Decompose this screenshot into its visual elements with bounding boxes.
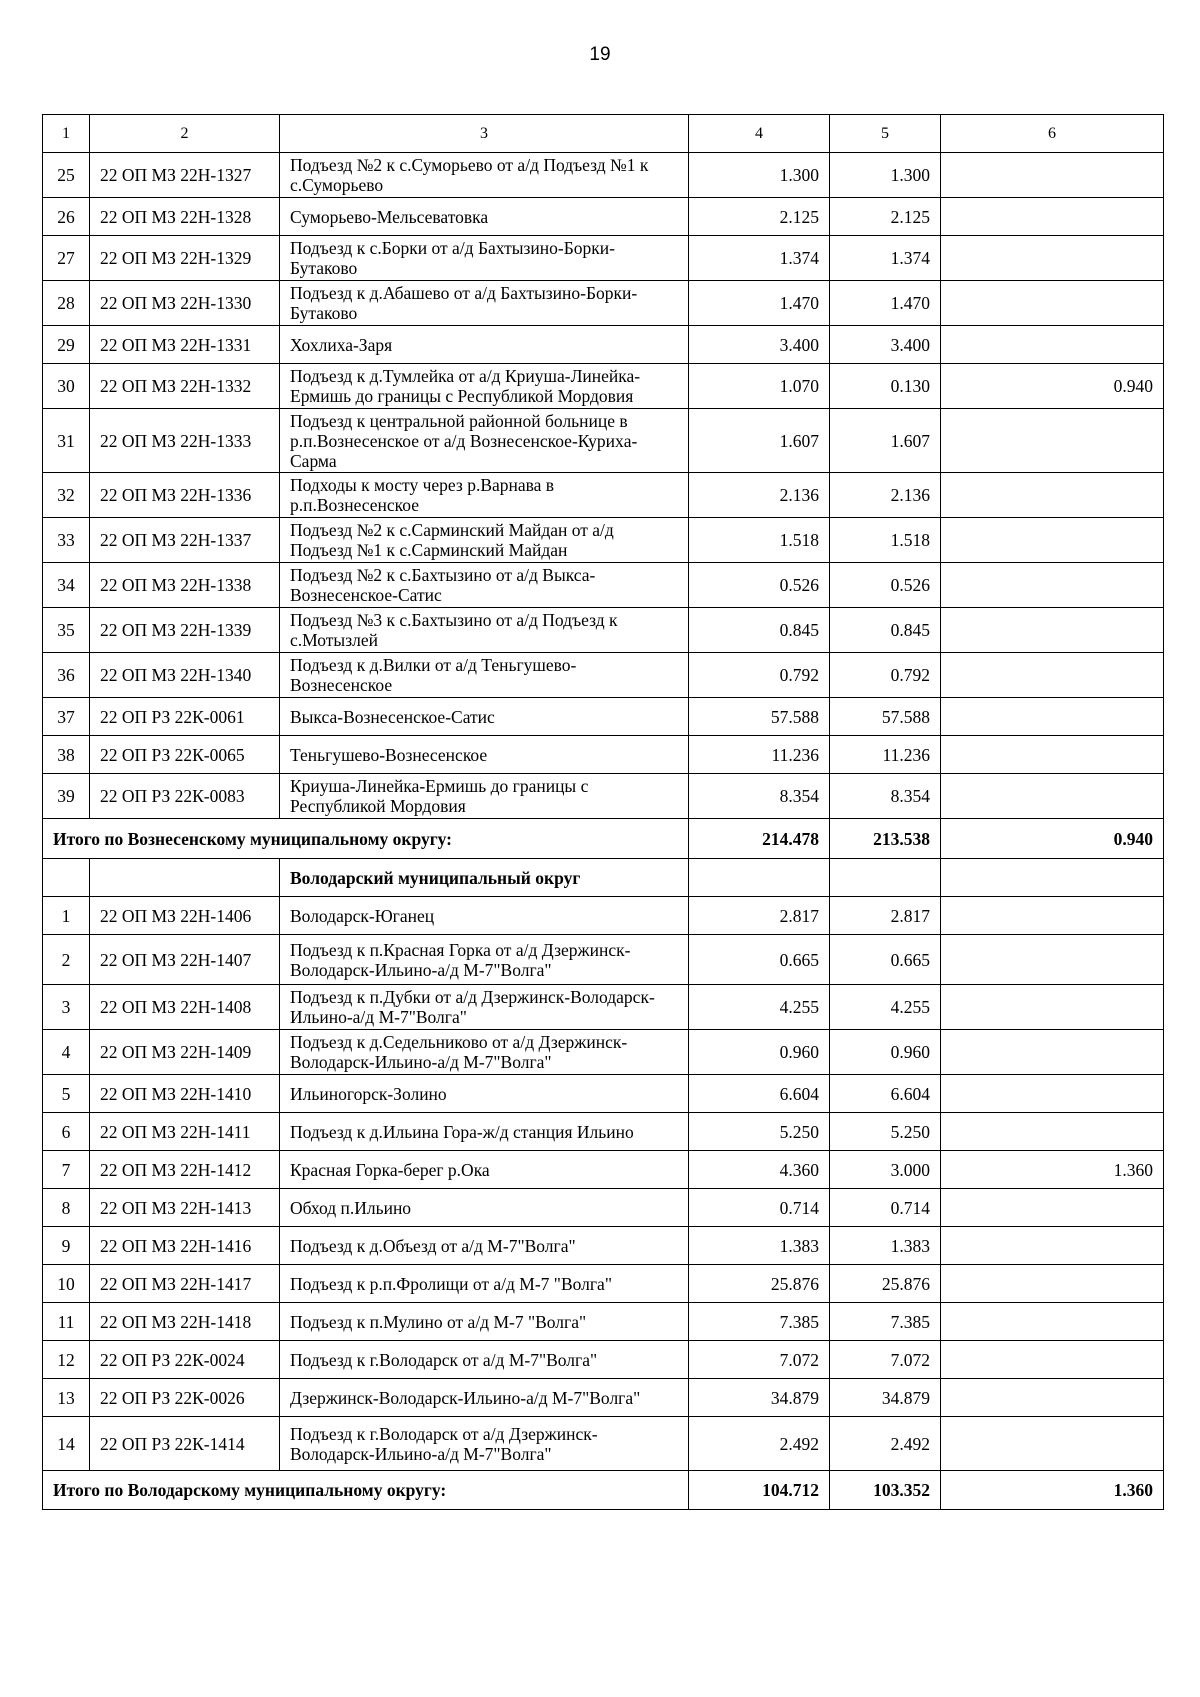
length-col6 [941,698,1164,736]
length-col6 [941,1303,1164,1341]
length-col6: 1.360 [941,1151,1164,1189]
header-cell: 1 [43,115,90,153]
length-col6 [941,236,1164,281]
table-row [43,935,1164,985]
row-number: 39 [43,774,90,819]
length-total: 1.470 [689,281,830,326]
road-code: 22 ОП МЗ 22Н-1413 [90,1189,280,1227]
road-code: 22 ОП МЗ 22Н-1418 [90,1303,280,1341]
length-col5: 11.236 [830,736,941,774]
table-row [43,1265,1164,1303]
row-number: 8 [43,1189,90,1227]
length-col6 [941,736,1164,774]
table-row [43,698,1164,736]
road-code: 22 ОП МЗ 22Н-1410 [90,1075,280,1113]
road-code: 22 ОП РЗ 22К-0024 [90,1341,280,1379]
row-number: 28 [43,281,90,326]
row-number: 9 [43,1227,90,1265]
total-length: 104.712 [689,1471,830,1510]
row-number: 33 [43,518,90,563]
road-code: 22 ОП МЗ 22Н-1411 [90,1113,280,1151]
table-row [43,281,1164,326]
length-col6 [941,1227,1164,1265]
road-name: Ильиногорск-Золино [280,1075,689,1113]
road-name: Подъезд к р.п.Фролищи от а/д М-7 "Волга" [280,1265,689,1303]
road-code: 22 ОП РЗ 22К-1414 [90,1417,280,1471]
road-code: 22 ОП МЗ 22Н-1332 [90,364,280,409]
length-col6 [941,935,1164,985]
road-name: Суморьево-Мельсеватовка [280,198,689,236]
road-name: Подъезд к г.Володарск от а/д М-7"Волга" [280,1341,689,1379]
road-code: 22 ОП МЗ 22Н-1409 [90,1030,280,1075]
road-code: 22 ОП МЗ 22Н-1406 [90,897,280,935]
table-row [43,563,1164,608]
length-col6 [941,985,1164,1030]
total-col5: 213.538 [830,819,941,859]
road-name: Красная Горка-берег р.Ока [280,1151,689,1189]
table-row [43,153,1164,198]
table-row [43,473,1164,518]
length-col6 [941,1417,1164,1471]
table-row [43,518,1164,563]
row-number: 11 [43,1303,90,1341]
length-col6 [941,774,1164,819]
length-col5: 0.665 [830,935,941,985]
row-number: 2 [43,935,90,985]
total-label: Итого по Вознесенскому муниципальному округу: [43,819,689,859]
table-row [43,897,1164,935]
length-col6 [941,1075,1164,1113]
header-cell: 4 [689,115,830,153]
total-col5: 103.352 [830,1471,941,1510]
length-col6 [941,563,1164,608]
row-number: 3 [43,985,90,1030]
total-col6: 1.360 [941,1471,1164,1510]
road-code: 22 ОП МЗ 22Н-1340 [90,653,280,698]
road-name: Подъезд к п.Мулино от а/д М-7 "Волга" [280,1303,689,1341]
table-row [43,1303,1164,1341]
header-cell: 5 [830,115,941,153]
empty-cell [90,859,280,897]
row-number: 13 [43,1379,90,1417]
row-number: 10 [43,1265,90,1303]
length-col5: 2.125 [830,198,941,236]
road-code: 22 ОП МЗ 22Н-1337 [90,518,280,563]
table-row [43,985,1164,1030]
total-row [43,1471,1164,1510]
table-row [43,236,1164,281]
row-number: 14 [43,1417,90,1471]
total-row [43,819,1164,859]
road-name: Подъезд к центральной районной больнице в р.п.Вознесенское от а/д Вознесенское-Курихa-Сарма [280,409,689,473]
table-row [43,326,1164,364]
length-col6: 0.940 [941,364,1164,409]
empty-cell [43,859,90,897]
road-name: Подходы к мосту через р.Варнава в р.п.Вознесенское [280,473,689,518]
road-name: Подъезд к д.Седельниково от а/д Дзержинск-Володарск-Ильино-а/д М-7"Волга" [280,1030,689,1075]
length-total: 0.714 [689,1189,830,1227]
table-row [43,1341,1164,1379]
length-col5: 1.518 [830,518,941,563]
road-name: Подъезд №3 к с.Бахтызино от а/д Подъезд к с.Мотызлей [280,608,689,653]
length-total: 7.385 [689,1303,830,1341]
length-col6 [941,473,1164,518]
length-total: 5.250 [689,1113,830,1151]
row-number: 27 [43,236,90,281]
table-row [43,198,1164,236]
road-code: 22 ОП РЗ 22К-0083 [90,774,280,819]
total-length: 214.478 [689,819,830,859]
road-name: Володарск-Юганец [280,897,689,935]
road-code: 22 ОП МЗ 22Н-1408 [90,985,280,1030]
row-number: 31 [43,409,90,473]
table-row [43,736,1164,774]
road-name: Подъезд к п.Дубки от а/д Дзержинск-Володарск-Ильино-а/д М-7"Волга" [280,985,689,1030]
table-row [43,1189,1164,1227]
length-total: 1.374 [689,236,830,281]
road-code: 22 ОП МЗ 22Н-1329 [90,236,280,281]
length-col5: 1.374 [830,236,941,281]
section-title: Володарский муниципальный округ [280,859,689,897]
length-col6 [941,1113,1164,1151]
length-col5: 1.383 [830,1227,941,1265]
length-col6 [941,153,1164,198]
row-number: 29 [43,326,90,364]
road-name: Подъезд к д.Абашево от а/д Бахтызино-Борки-Бутаково [280,281,689,326]
table-row [43,1030,1164,1075]
road-name: Подъезд №2 к с.Сарминский Майдан от а/д Подъезд №1 к с.Сарминский Майдан [280,518,689,563]
total-label: Итого по Володарскому муниципальному округу: [43,1471,689,1510]
length-col5: 7.385 [830,1303,941,1341]
empty-cell [941,859,1164,897]
length-col6 [941,198,1164,236]
length-total: 57.588 [689,698,830,736]
road-name: Подъезд к д.Ильина Гора-ж/д станция Ильино [280,1113,689,1151]
length-col5: 0.960 [830,1030,941,1075]
section-header-row [43,859,1164,897]
row-number: 1 [43,897,90,935]
road-code: 22 ОП МЗ 22Н-1417 [90,1265,280,1303]
row-number: 5 [43,1075,90,1113]
length-total: 4.255 [689,985,830,1030]
table-row [43,653,1164,698]
length-total: 1.383 [689,1227,830,1265]
length-total: 2.492 [689,1417,830,1471]
road-name: Подъезд к д.Тумлейка от а/д Криуша-Линейка-Ермишь до границы с Республикой Мордовия [280,364,689,409]
row-number: 6 [43,1113,90,1151]
length-total: 8.354 [689,774,830,819]
length-col5: 0.792 [830,653,941,698]
length-col6 [941,608,1164,653]
table-row [43,1113,1164,1151]
length-col6 [941,518,1164,563]
road-name: Дзержинск-Володарск-Ильино-а/д М-7"Волга" [280,1379,689,1417]
length-col6 [941,1265,1164,1303]
length-total: 11.236 [689,736,830,774]
length-col5: 0.526 [830,563,941,608]
length-total: 0.792 [689,653,830,698]
length-total: 1.070 [689,364,830,409]
length-col6 [941,326,1164,364]
length-col6 [941,281,1164,326]
length-col5: 1.607 [830,409,941,473]
row-number: 37 [43,698,90,736]
length-col5: 3.400 [830,326,941,364]
length-total: 2.817 [689,897,830,935]
length-total: 1.607 [689,409,830,473]
length-total: 0.526 [689,563,830,608]
length-col5: 2.136 [830,473,941,518]
length-total: 1.518 [689,518,830,563]
length-total: 6.604 [689,1075,830,1113]
road-name: Хохлиха-Заря [280,326,689,364]
header-cell: 6 [941,115,1164,153]
road-code: 22 ОП МЗ 22Н-1416 [90,1227,280,1265]
road-name: Обход п.Ильино [280,1189,689,1227]
header-row [43,115,1164,153]
road-name: Выкса-Вознесенское-Сатис [280,698,689,736]
road-code: 22 ОП МЗ 22Н-1339 [90,608,280,653]
table-row [43,608,1164,653]
empty-cell [689,859,830,897]
road-name: Подъезд к с.Борки от а/д Бахтызино-Борки-Бутаково [280,236,689,281]
length-col6 [941,653,1164,698]
length-col5: 1.470 [830,281,941,326]
length-col5: 1.300 [830,153,941,198]
length-col5: 6.604 [830,1075,941,1113]
row-number: 12 [43,1341,90,1379]
roads-table [42,114,1164,1510]
length-col5: 3.000 [830,1151,941,1189]
road-code: 22 ОП РЗ 22К-0065 [90,736,280,774]
length-col5: 34.879 [830,1379,941,1417]
road-name: Подъезд к д.Объезд от а/д М-7"Волга" [280,1227,689,1265]
length-col6 [941,1189,1164,1227]
table-row [43,1417,1164,1471]
length-total: 7.072 [689,1341,830,1379]
row-number: 34 [43,563,90,608]
road-name: Подъезд №2 к с.Бахтызино от а/д Выкса-Вознесенское-Сатис [280,563,689,608]
road-name: Криуша-Линейка-Ермишь до границы с Республикой Мордовия [280,774,689,819]
row-number: 26 [43,198,90,236]
length-col6 [941,1341,1164,1379]
length-col5: 7.072 [830,1341,941,1379]
road-code: 22 ОП МЗ 22Н-1336 [90,473,280,518]
length-total: 2.136 [689,473,830,518]
length-col5: 8.354 [830,774,941,819]
length-col5: 2.817 [830,897,941,935]
road-code: 22 ОП РЗ 22К-0026 [90,1379,280,1417]
table-row [43,1151,1164,1189]
road-name: Подъезд к д.Вилки от а/д Теньгушево-Вознесенское [280,653,689,698]
table-row [43,1379,1164,1417]
length-col6 [941,897,1164,935]
road-name: Подъезд №2 к с.Суморьево от а/д Подъезд №1 к с.Суморьево [280,153,689,198]
length-total: 0.665 [689,935,830,985]
length-col6 [941,1379,1164,1417]
road-name: Теньгушево-Вознесенское [280,736,689,774]
empty-cell [830,859,941,897]
road-code: 22 ОП РЗ 22К-0061 [90,698,280,736]
road-name: Подъезд к г.Володарск от а/д Дзержинск-Володарск-Ильино-а/д М-7"Волга" [280,1417,689,1471]
length-col6 [941,409,1164,473]
length-col5: 0.714 [830,1189,941,1227]
table-body [43,115,1164,1510]
row-number: 30 [43,364,90,409]
header-cell: 2 [90,115,280,153]
row-number: 36 [43,653,90,698]
length-total: 0.960 [689,1030,830,1075]
length-total: 4.360 [689,1151,830,1189]
table-row [43,774,1164,819]
row-number: 4 [43,1030,90,1075]
road-code: 22 ОП МЗ 22Н-1407 [90,935,280,985]
length-col5: 0.845 [830,608,941,653]
table-row [43,364,1164,409]
road-code: 22 ОП МЗ 22Н-1412 [90,1151,280,1189]
length-col5: 0.130 [830,364,941,409]
length-col5: 5.250 [830,1113,941,1151]
road-name: Подъезд к п.Красная Горка от а/д Дзержинск-Володарск-Ильино-а/д М-7"Волга" [280,935,689,985]
total-col6: 0.940 [941,819,1164,859]
road-code: 22 ОП МЗ 22Н-1330 [90,281,280,326]
road-code: 22 ОП МЗ 22Н-1331 [90,326,280,364]
row-number: 35 [43,608,90,653]
length-total: 25.876 [689,1265,830,1303]
length-col6 [941,1030,1164,1075]
road-code: 22 ОП МЗ 22Н-1338 [90,563,280,608]
length-col5: 4.255 [830,985,941,1030]
length-total: 34.879 [689,1379,830,1417]
header-cell: 3 [280,115,689,153]
length-total: 0.845 [689,608,830,653]
table-row [43,1075,1164,1113]
row-number: 7 [43,1151,90,1189]
length-col5: 25.876 [830,1265,941,1303]
length-total: 3.400 [689,326,830,364]
table-row [43,409,1164,473]
row-number: 38 [43,736,90,774]
length-total: 1.300 [689,153,830,198]
road-code: 22 ОП МЗ 22Н-1328 [90,198,280,236]
length-col5: 2.492 [830,1417,941,1471]
road-code: 22 ОП МЗ 22Н-1327 [90,153,280,198]
page-number: 19 [589,44,611,65]
row-number: 25 [43,153,90,198]
length-col5: 57.588 [830,698,941,736]
table-row [43,1227,1164,1265]
road-code: 22 ОП МЗ 22Н-1333 [90,409,280,473]
length-total: 2.125 [689,198,830,236]
row-number: 32 [43,473,90,518]
